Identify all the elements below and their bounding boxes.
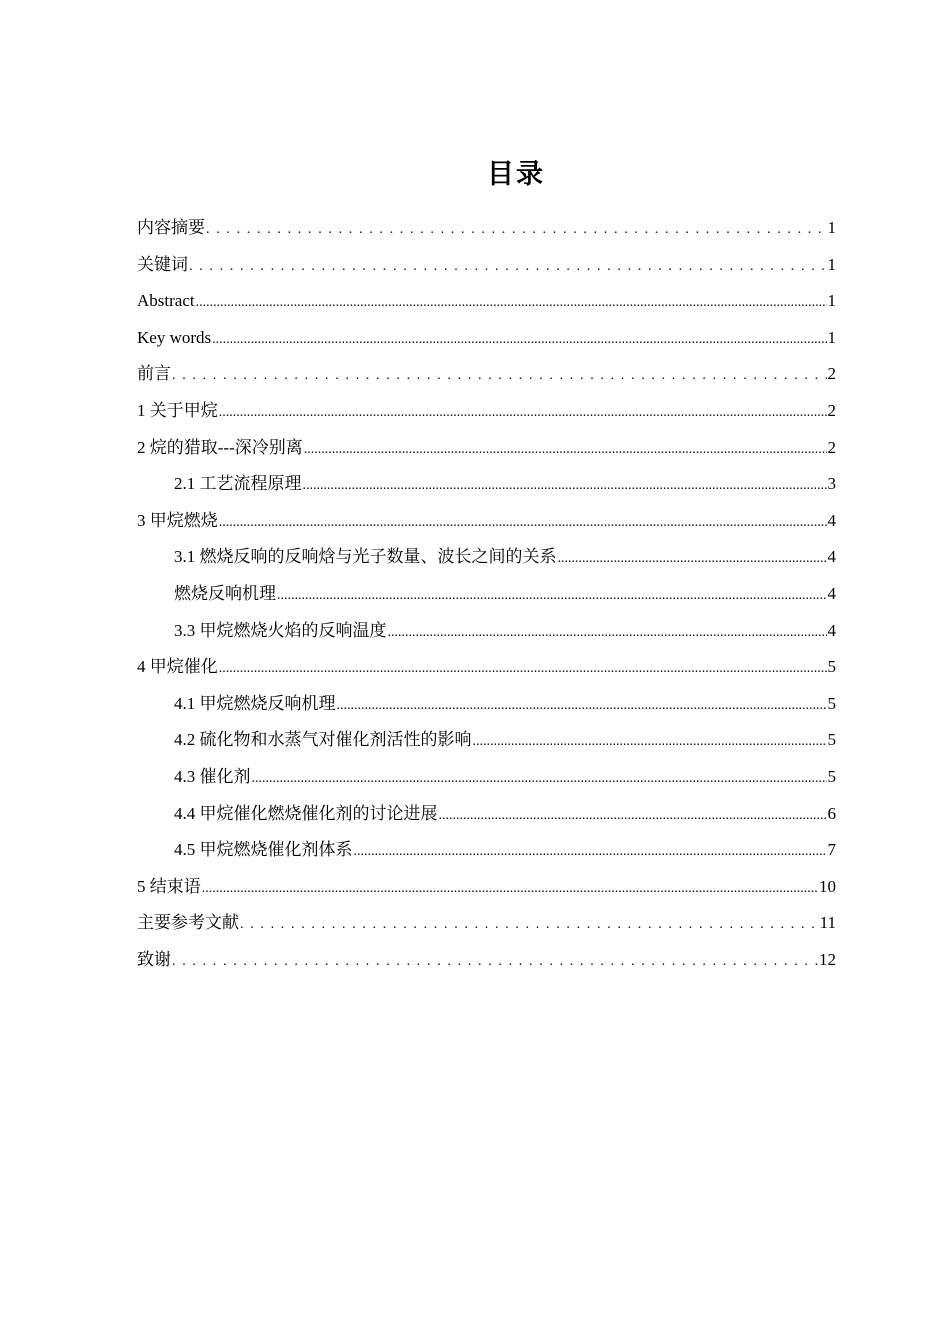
toc-dot-leader: [337, 692, 827, 720]
toc-entry[interactable]: [137, 214, 836, 251]
toc-entry-page-number: 5: [827, 693, 836, 713]
toc-dot-leader: [277, 582, 827, 610]
toc-dot-leader: [219, 655, 827, 683]
toc-entry-page-number: 1: [827, 327, 836, 347]
toc-entry-page-number: 4: [827, 547, 836, 567]
toc-entry-label: 前言: [137, 364, 171, 384]
toc-entry[interactable]: [137, 873, 836, 910]
toc-dot-leader: [354, 838, 827, 866]
toc-entry[interactable]: [137, 434, 836, 471]
toc-dot-leader: [219, 509, 827, 537]
toc-entry-page-number: 2: [827, 364, 836, 384]
toc-entry-page-number: 4: [827, 510, 836, 530]
toc-entry-label: 4.2 硫化物和水蒸气对催化剂活性的影响: [174, 730, 472, 750]
toc-entry-label: 5 结束语: [137, 876, 201, 896]
toc-dot-leader: [439, 802, 827, 830]
toc-entry-label: Abstract: [137, 291, 195, 311]
toc-entry-label: 2 烷的猎取---深冷别离: [137, 437, 303, 457]
toc-entry-page-number: 5: [827, 730, 836, 750]
toc-dot-leader: [189, 253, 827, 281]
toc-entry-label: 2.1 工艺流程原理: [174, 474, 302, 494]
toc-entry[interactable]: [137, 287, 836, 324]
toc-entry[interactable]: [137, 763, 836, 800]
toc-entry[interactable]: [137, 690, 836, 727]
toc-dot-leader: [304, 436, 827, 464]
toc-entry-label: 4 甲烷催化: [137, 657, 218, 677]
toc-dot-leader: [172, 362, 827, 390]
toc-entry-label: 主要参考文献: [137, 913, 239, 933]
toc-entry-label: 致谢: [137, 949, 171, 969]
toc-entry[interactable]: [137, 507, 836, 544]
toc-entry[interactable]: [137, 800, 836, 837]
toc-entry-page-number: 5: [827, 657, 836, 677]
toc-entry-label: 4.1 甲烷燃烧反响机理: [174, 693, 336, 713]
toc-entry[interactable]: [137, 397, 836, 434]
toc-entry-label: 4.5 甲烷燃烧催化剂体系: [174, 840, 353, 860]
toc-entry[interactable]: [137, 543, 836, 580]
toc-entry-page-number: 2: [827, 400, 836, 420]
toc-dot-leader: [303, 472, 827, 500]
toc-entry-page-number: 1: [827, 291, 836, 311]
toc-dot-leader: [219, 399, 827, 427]
toc-entry[interactable]: [137, 324, 836, 361]
toc-entry[interactable]: [137, 360, 836, 397]
toc-entry-label: 3.3 甲烷燃烧火焰的反响温度: [174, 620, 387, 640]
toc-entry-label: 3.1 燃烧反响的反响焓与光子数量、波长之间的关系: [174, 547, 557, 567]
toc-dot-leader: [388, 619, 827, 647]
toc-entry[interactable]: [137, 726, 836, 763]
toc-dot-leader: [172, 948, 818, 976]
toc-dot-leader: [212, 326, 826, 354]
toc-entry-page-number: 10: [819, 876, 836, 896]
toc-entry[interactable]: [137, 653, 836, 690]
toc-entry[interactable]: [137, 909, 836, 946]
toc-entry-label: 4.3 催化剂: [174, 766, 251, 786]
toc-entry[interactable]: [137, 946, 836, 983]
toc-title-wrapper: [0, 152, 950, 191]
toc-dot-leader: [206, 216, 827, 244]
toc-dot-leader: [252, 765, 827, 793]
toc-entry-page-number: 4: [827, 620, 836, 640]
toc-entry-page-number: 1: [827, 254, 836, 274]
toc-entry-page-number: 6: [827, 803, 836, 823]
toc-entry-page-number: 4: [827, 583, 836, 603]
toc-entry-page-number: 11: [819, 913, 836, 933]
toc-entry[interactable]: [137, 836, 836, 873]
toc-entry-page-number: 3: [827, 474, 836, 494]
toc-entry[interactable]: [137, 251, 836, 288]
toc-dot-leader: [202, 875, 818, 903]
toc-entry-page-number: 1: [827, 218, 836, 237]
toc-entry-page-number: 5: [827, 766, 836, 786]
toc-dot-leader: [473, 728, 827, 756]
toc-entry[interactable]: [137, 617, 836, 654]
toc-entry-label: 3 甲烷燃烧: [137, 510, 218, 530]
toc-entry[interactable]: [137, 470, 836, 507]
toc-dot-leader: [196, 289, 827, 317]
toc-dot-leader: [558, 545, 827, 573]
toc-entry-label: 关键词: [137, 254, 188, 274]
toc-entry-page-number: 12: [819, 949, 836, 969]
toc-entry-page-number: 7: [827, 840, 836, 860]
toc-entry-page-number: 2: [827, 437, 836, 457]
toc-entry-label: 内容摘要: [137, 218, 205, 237]
page-title: 目录: [487, 159, 545, 190]
toc-entry-label: 4.4 甲烷催化燃烧催化剂的讨论进展: [174, 803, 438, 823]
toc-entry-label: 燃烧反响机理: [174, 583, 276, 603]
toc-entry-label: 1 关于甲烷: [137, 400, 218, 420]
table-of-contents: [137, 214, 836, 982]
toc-entry[interactable]: [137, 580, 836, 617]
toc-dot-leader: [240, 911, 819, 939]
toc-entry-label: Key words: [137, 327, 212, 347]
